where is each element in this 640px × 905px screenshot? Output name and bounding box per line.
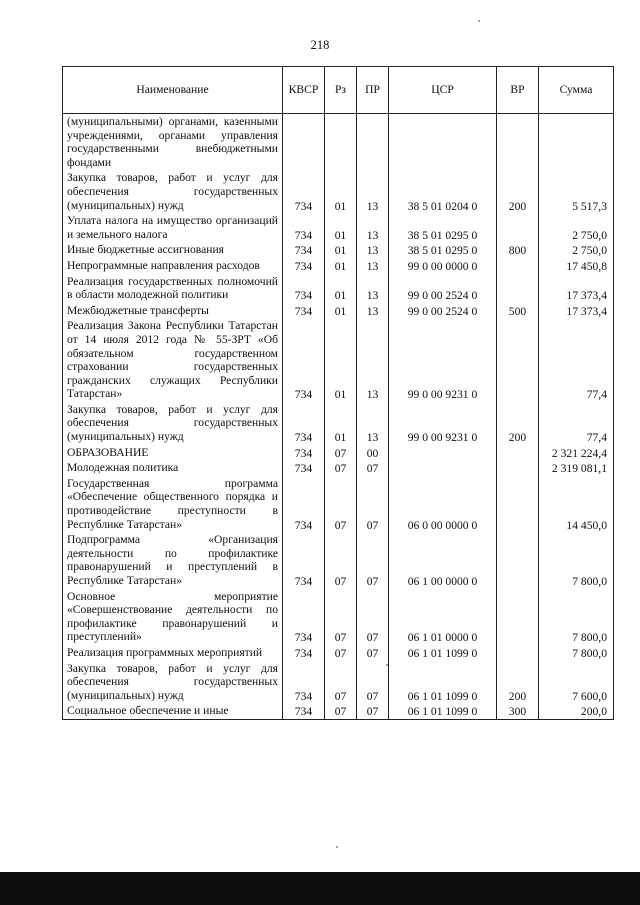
table-header-row [63,67,614,114]
scan-speck [336,846,338,848]
cell-name: Реализация программных мероприятий [63,645,283,661]
cell-name: Уплата налога на имущество организаций и земельного налога [63,213,283,242]
cell-csr: 06 1 01 1099 0 [389,661,497,704]
cell-rz: 07 [325,532,357,588]
cell-name: Подпрограмма «Организация деятельности по профилактике правонарушений и преступлений в Республике Татарстан» [63,532,283,588]
cell-vr [497,589,539,645]
cell-sum: 7 800,0 [539,589,614,645]
cell-sum: 7 800,0 [539,645,614,661]
table-row [63,703,614,719]
cell-csr: 06 1 01 1099 0 [389,645,497,661]
scan-speck [386,664,388,666]
table-row [63,114,614,171]
cell-vr [497,532,539,588]
header-kvsr: КВСР [283,67,325,114]
table-row [63,303,614,319]
cell-csr: 99 0 00 9231 0 [389,402,497,445]
cell-rz [325,114,357,171]
cell-csr: 06 1 01 1099 0 [389,703,497,719]
cell-kvsr [283,114,325,171]
cell-rz: 07 [325,589,357,645]
cell-kvsr: 734 [283,532,325,588]
cell-kvsr: 734 [283,242,325,258]
cell-name: Межбюджетные трансферты [63,303,283,319]
table-row [63,170,614,213]
table-row [63,318,614,402]
cell-rz: 01 [325,303,357,319]
cell-rz: 01 [325,318,357,402]
cell-name: Реализация государственных полномочий в области молодежной политики [63,274,283,303]
cell-pr [357,114,389,171]
cell-csr: 38 5 01 0204 0 [389,170,497,213]
cell-name: Реализация Закона Республики Татарстан от 14 июля 2012 года № 55-ЗРТ «Об обязательном государственном страховании государственных гражданских служащих Республики Татарстан» [63,318,283,402]
cell-pr: 07 [357,532,389,588]
cell-rz: 01 [325,258,357,274]
cell-vr [497,445,539,461]
cell-kvsr: 734 [283,318,325,402]
cell-kvsr: 734 [283,213,325,242]
cell-pr: 13 [357,170,389,213]
cell-vr [497,274,539,303]
cell-vr [497,258,539,274]
header-sum: Сумма [539,67,614,114]
cell-pr: 07 [357,661,389,704]
cell-sum: 7 600,0 [539,661,614,704]
cell-pr: 13 [357,213,389,242]
cell-kvsr: 734 [283,661,325,704]
table-row [63,242,614,258]
cell-sum: 200,0 [539,703,614,719]
cell-vr: 200 [497,170,539,213]
cell-csr [389,460,497,476]
cell-rz: 01 [325,170,357,213]
table-row [63,589,614,645]
cell-pr: 07 [357,645,389,661]
cell-kvsr: 734 [283,476,325,532]
cell-name: Социальное обеспечение и иные [63,703,283,719]
table-row [63,476,614,532]
table-row [63,402,614,445]
cell-rz: 01 [325,213,357,242]
cell-sum: 17 373,4 [539,303,614,319]
cell-sum: 5 517,3 [539,170,614,213]
header-name: Наименование [63,67,283,114]
cell-sum: 77,4 [539,402,614,445]
cell-vr: 500 [497,303,539,319]
cell-pr: 13 [357,318,389,402]
cell-pr: 13 [357,402,389,445]
table-row [63,645,614,661]
cell-sum: 7 800,0 [539,532,614,588]
cell-vr [497,460,539,476]
table-row [63,258,614,274]
cell-sum: 77,4 [539,318,614,402]
cell-name: Закупка товаров, работ и услуг для обеспечения государственных (муниципальных) нужд [63,170,283,213]
cell-kvsr: 734 [283,703,325,719]
cell-pr: 00 [357,445,389,461]
cell-kvsr: 734 [283,445,325,461]
header-rz: Рз [325,67,357,114]
cell-csr: 38 5 01 0295 0 [389,213,497,242]
budget-table [62,66,614,720]
cell-csr: 99 0 00 0000 0 [389,258,497,274]
cell-kvsr: 734 [283,645,325,661]
cell-pr: 07 [357,703,389,719]
cell-csr: 06 1 01 0000 0 [389,589,497,645]
cell-sum [539,114,614,171]
cell-rz: 01 [325,242,357,258]
cell-name: Закупка товаров, работ и услуг для обеспечения государственных (муниципальных) нужд [63,661,283,704]
cell-sum: 2 319 081,1 [539,460,614,476]
cell-csr: 06 0 00 0000 0 [389,476,497,532]
cell-vr [497,645,539,661]
cell-rz: 01 [325,402,357,445]
scan-bottom-edge [0,872,640,905]
cell-name: ОБРАЗОВАНИЕ [63,445,283,461]
cell-pr: 07 [357,476,389,532]
cell-kvsr: 734 [283,170,325,213]
table-row [63,460,614,476]
scan-speck [478,20,480,22]
cell-csr: 99 0 00 9231 0 [389,318,497,402]
cell-kvsr: 734 [283,402,325,445]
cell-kvsr: 734 [283,460,325,476]
cell-vr: 300 [497,703,539,719]
table-row [63,661,614,704]
cell-sum: 2 750,0 [539,213,614,242]
cell-pr: 13 [357,303,389,319]
cell-vr: 200 [497,661,539,704]
cell-kvsr: 734 [283,274,325,303]
cell-rz: 07 [325,460,357,476]
cell-sum: 2 321 224,4 [539,445,614,461]
cell-vr [497,114,539,171]
cell-sum: 14 450,0 [539,476,614,532]
cell-vr [497,476,539,532]
cell-csr: 99 0 00 2524 0 [389,274,497,303]
cell-rz: 07 [325,703,357,719]
table-row [63,274,614,303]
cell-name: Иные бюджетные ассигнования [63,242,283,258]
cell-pr: 13 [357,274,389,303]
cell-sum: 17 450,8 [539,258,614,274]
cell-kvsr: 734 [283,303,325,319]
cell-vr: 200 [497,402,539,445]
cell-kvsr: 734 [283,589,325,645]
table-row [63,445,614,461]
cell-name: Непрограммные направления расходов [63,258,283,274]
cell-csr [389,114,497,171]
cell-rz: 01 [325,274,357,303]
table-row [63,213,614,242]
header-vr: ВР [497,67,539,114]
cell-csr: 38 5 01 0295 0 [389,242,497,258]
cell-rz: 07 [325,445,357,461]
cell-pr: 07 [357,460,389,476]
header-csr: ЦСР [389,67,497,114]
table-row [63,532,614,588]
cell-pr: 13 [357,242,389,258]
header-pr: ПР [357,67,389,114]
cell-sum: 17 373,4 [539,274,614,303]
cell-pr: 07 [357,589,389,645]
cell-vr [497,318,539,402]
cell-name: Молодежная политика [63,460,283,476]
cell-pr: 13 [357,258,389,274]
cell-csr: 06 1 00 0000 0 [389,532,497,588]
cell-name: Основное мероприятие «Совершенствование деятельности по профилактике правонарушений и преступлений» [63,589,283,645]
page-number: 218 [310,38,330,52]
cell-rz: 07 [325,661,357,704]
cell-name: Закупка товаров, работ и услуг для обеспечения государственных (муниципальных) нужд [63,402,283,445]
cell-rz: 07 [325,645,357,661]
cell-rz: 07 [325,476,357,532]
cell-vr: 800 [497,242,539,258]
cell-vr [497,213,539,242]
cell-kvsr: 734 [283,258,325,274]
cell-sum: 2 750,0 [539,242,614,258]
cell-name: (муниципальными) органами, казенными учреждениями, органами управления государственными внебюджетными фондами [63,114,283,171]
cell-name: Государственная программа «Обеспечение общественного порядка и противодействие преступности в Республике Татарстан» [63,476,283,532]
cell-csr: 99 0 00 2524 0 [389,303,497,319]
cell-csr [389,445,497,461]
